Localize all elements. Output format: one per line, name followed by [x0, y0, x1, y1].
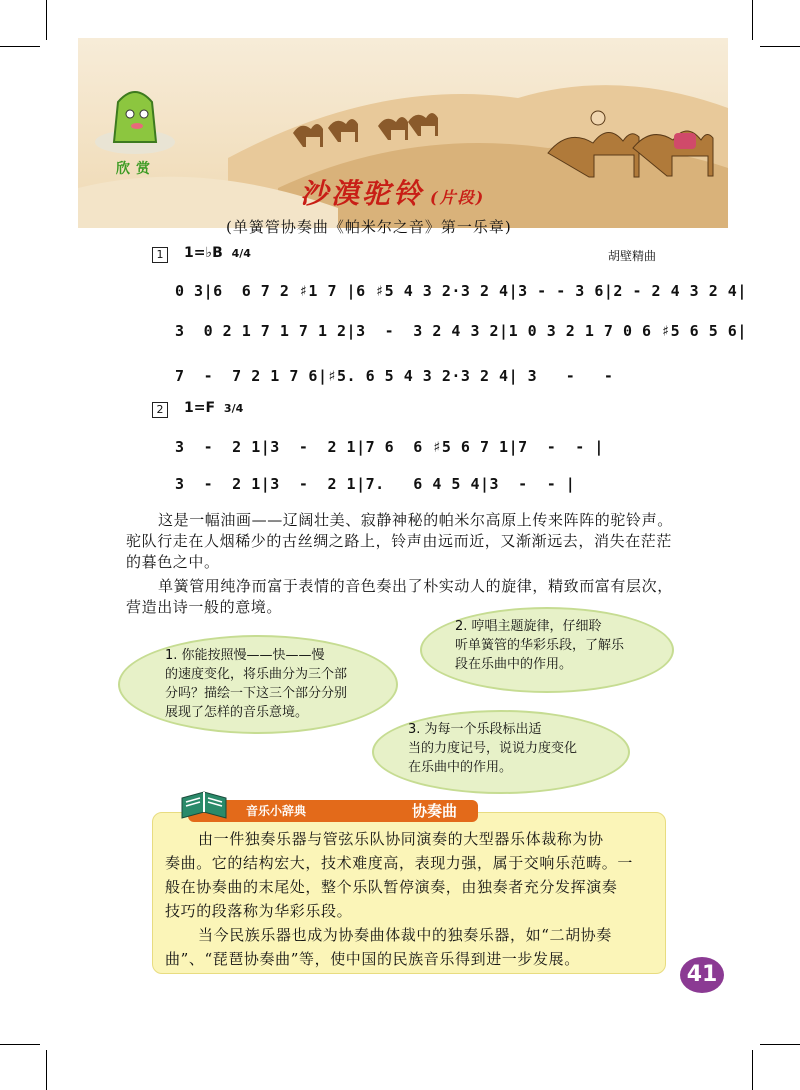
- title-text: 沙漠驼铃: [300, 177, 425, 210]
- dictionary-line: 当今民族乐器也成为协奏曲体裁中的独奏乐器，如“二胡协奏: [198, 926, 612, 944]
- key-text: 1=♭B: [184, 245, 223, 261]
- mascot-icon: [90, 82, 180, 157]
- time-signature: 4/4: [231, 247, 251, 260]
- key-text: 1=F: [184, 400, 216, 416]
- dictionary-line: 曲”、“琵琶协奏曲”等，使中国的民族音乐得到进一步发展。: [165, 950, 580, 968]
- composer: 胡壁精曲: [608, 249, 657, 263]
- time-signature: 3/4: [223, 402, 244, 415]
- dictionary-line: 般在协奏曲的末尾处，整个乐队暂停演奏，由独奏者充分发挥演奏: [165, 878, 618, 896]
- score-line: 0 3|6 6 7 2 ♯1 7 |6 ♯5 4 3 2·3 2 4|3 - - 3 6|2 - 2 4 3 2 4|: [175, 282, 747, 300]
- question-line: 展现了怎样的音乐意境。: [165, 705, 309, 720]
- question-line: 当的力度记号，说说力度变化: [408, 741, 578, 756]
- dictionary-line: 由一件独奏乐器与管弦乐队协同演奏的大型器乐体裁称为协: [198, 830, 604, 848]
- part-number: 2: [152, 402, 168, 418]
- question-2: [455, 617, 624, 674]
- question-line: 1. 你能按照慢——快——慢: [165, 648, 325, 663]
- crop-mark: [0, 46, 40, 47]
- question-line: 3. 为每一个乐段标出适: [408, 722, 542, 737]
- crop-mark: [46, 0, 47, 40]
- question-1: [165, 646, 347, 722]
- crop-mark: [760, 46, 800, 47]
- paragraph-line: 营造出诗一般的意境。: [126, 598, 283, 616]
- paragraph-line: 这是一幅油画——辽阔壮美、寂静神秘的帕米尔高原上传来阵阵的驼铃声。: [158, 511, 673, 529]
- score-line: 7 - 7 2 1 7 6|♯5. 6 5 4 3 2·3 2 4| 3 - -: [175, 367, 614, 385]
- crop-mark: [0, 1044, 40, 1045]
- question-3: [408, 720, 577, 777]
- dictionary-label: 音乐小辞典: [246, 804, 307, 818]
- key-signature: [184, 245, 251, 261]
- subtitle: (单簧管协奏曲《帕米尔之音》第一乐章): [226, 218, 512, 236]
- score-line: 3 - 2 1|3 - 2 1|7 6 6 ♯5 6 7 1|7 - - |: [175, 438, 604, 456]
- question-line: 2. 哼唱主题旋律，仔细聆: [455, 619, 602, 634]
- score-line: 3 0 2 1 7 1 7 1 2|3 - 3 2 4 3 2|1 0 3 2 1 7 0 6 ♯5 6 5 6|: [175, 322, 747, 340]
- question-line: 听单簧管的华彩乐段，了解乐: [455, 638, 625, 653]
- question-line: 的速度变化，将乐曲分为三个部: [165, 667, 348, 682]
- paragraph-line: 单簧管用纯净而富于表情的音色奏出了朴实动人的旋律，精致而富有层次，: [158, 577, 673, 595]
- crop-mark: [46, 1050, 47, 1090]
- question-line: 段在乐曲中的作用。: [455, 657, 573, 672]
- question-line: 在乐曲中的作用。: [408, 760, 513, 775]
- part-number: 1: [152, 247, 168, 263]
- book-icon: [178, 788, 230, 822]
- paragraph-line: 的暮色之中。: [126, 553, 220, 571]
- page-number: 41: [680, 957, 724, 993]
- crop-mark: [760, 1044, 800, 1045]
- page-title: [300, 172, 485, 212]
- crop-mark: [752, 0, 753, 40]
- crop-mark: [752, 1050, 753, 1090]
- dictionary-term: 协奏曲: [412, 802, 458, 820]
- paragraph-line: 驼队行走在人烟稀少的古丝绸之路上，铃声由远而近，又渐渐远去，消失在茫茫: [126, 532, 673, 550]
- dictionary-line: 奏曲。它的结构宏大，技术难度高，表现力强，属于交响乐范畴。一: [165, 854, 634, 872]
- dictionary-line: 技巧的段落称为华彩乐段。: [165, 902, 353, 920]
- key-signature: [184, 400, 243, 416]
- score-line: 3 - 2 1|3 - 2 1|7. 6 4 5 4|3 - - |: [175, 475, 576, 493]
- question-line: 分吗？描绘一下这三个部分分别: [165, 686, 348, 701]
- section-label: 欣赏: [116, 161, 156, 177]
- title-suffix: (片段): [430, 188, 486, 207]
